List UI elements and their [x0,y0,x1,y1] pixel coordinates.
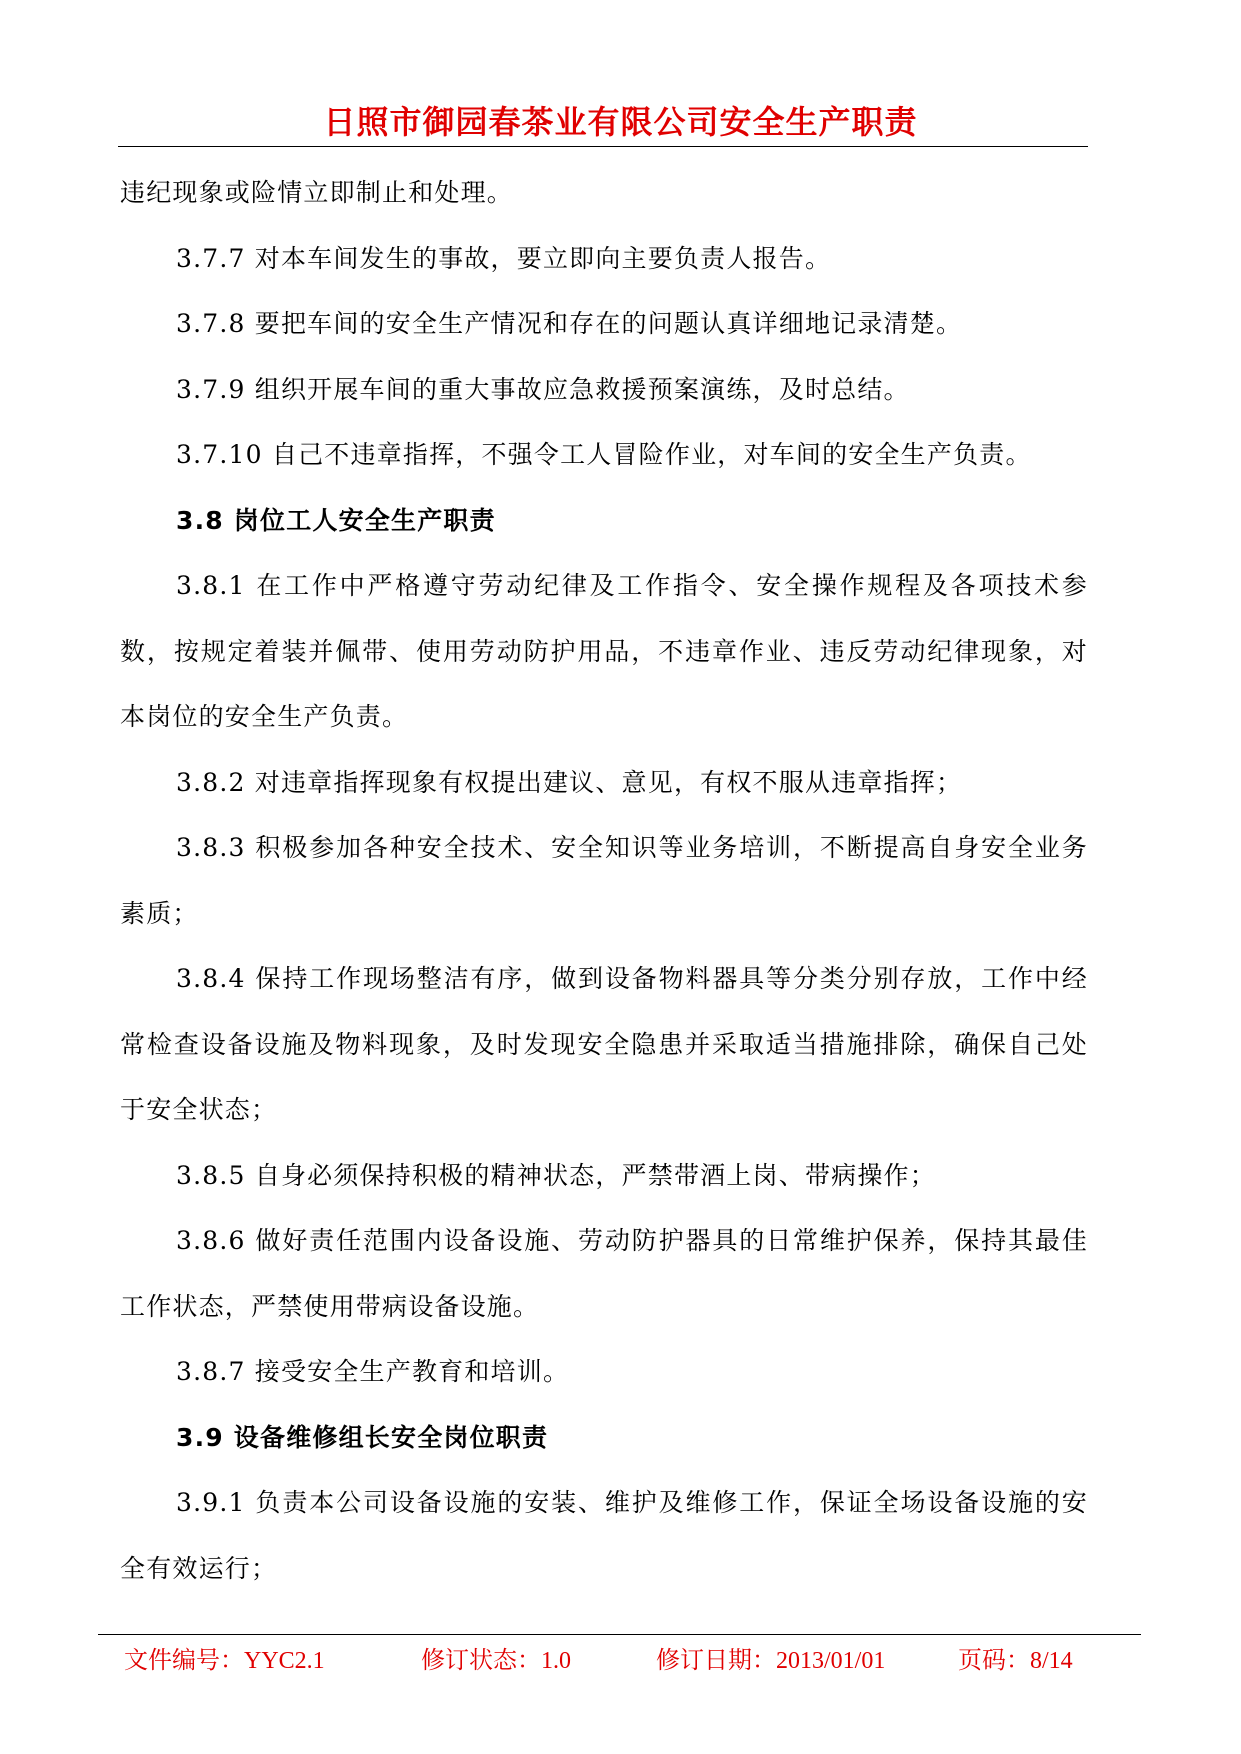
footer-divider [98,1634,1141,1635]
document-body [120,160,1088,1601]
paragraph: 3.8.7 接受安全生产教育和培训。 [176,1357,570,1386]
page-footer [0,1640,1241,1676]
paragraph: 3.8.1 在工作中严格遵守劳动纪律及工作指令、安全操作规程及各项技术参数，按规定着装并佩带、使用劳动防护用品，不违章作业、违反劳动纪律现象，对本岗位的安全生产负责。 [120,571,1088,731]
page-title: 日照市御园春茶业有限公司安全生产职责 [323,103,918,141]
section-heading: 3.8 岗位工人安全生产职责 [176,505,496,535]
paragraph: 3.7.7 对本车间发生的事故，要立即向主要负责人报告。 [176,243,832,273]
paragraph: 3.8.2 对违章指挥现象有权提出建议、意见，有权不服从违章指挥； [176,767,963,797]
paragraph: 3.8.6 做好责任范围内设备设施、劳动防护器具的日常维护保养，保持其最佳工作状态，严禁使用带病设备设施。 [120,1226,1088,1321]
paragraph: 3.7.10 自己不违章指挥，不强令工人冒险作业，对车间的安全生产负责。 [176,440,1032,469]
paragraph: 违纪现象或险情立即制止和处理。 [120,178,514,207]
paragraph: 3.7.8 要把车间的安全生产情况和存在的问题认真详细地记录清楚。 [176,309,963,338]
header-divider [118,146,1088,147]
footer-doc-number: 文件编号：YYC2.1 [124,1648,325,1674]
footer-revision-date: 修订日期：2013/01/01 [656,1648,886,1674]
paragraph: 3.8.4 保持工作现场整洁有序，做到设备物料器具等分类分别存放，工作中经常检查设备设施及物料现象，及时发现安全隐患并采取适当措施排除，确保自己处于安全状态； [120,964,1088,1124]
footer-revision-state: 修订状态：1.0 [421,1648,571,1674]
section-heading: 3.9 设备维修组长安全岗位职责 [176,1422,549,1452]
footer-page-number: 页码：8/14 [958,1648,1073,1674]
paragraph: 3.7.9 组织开展车间的重大事故应急救援预案演练，及时总结。 [176,374,910,404]
paragraph: 3.8.3 积极参加各种安全技术、安全知识等业务培训，不断提高自身安全业务素质； [120,833,1088,928]
paragraph: 3.9.1 负责本公司设备设施的安装、维护及维修工作，保证全场设备设施的安全有效运行； [120,1488,1088,1583]
paragraph: 3.8.5 自身必须保持积极的精神状态，严禁带酒上岗、带病操作； [176,1160,936,1190]
